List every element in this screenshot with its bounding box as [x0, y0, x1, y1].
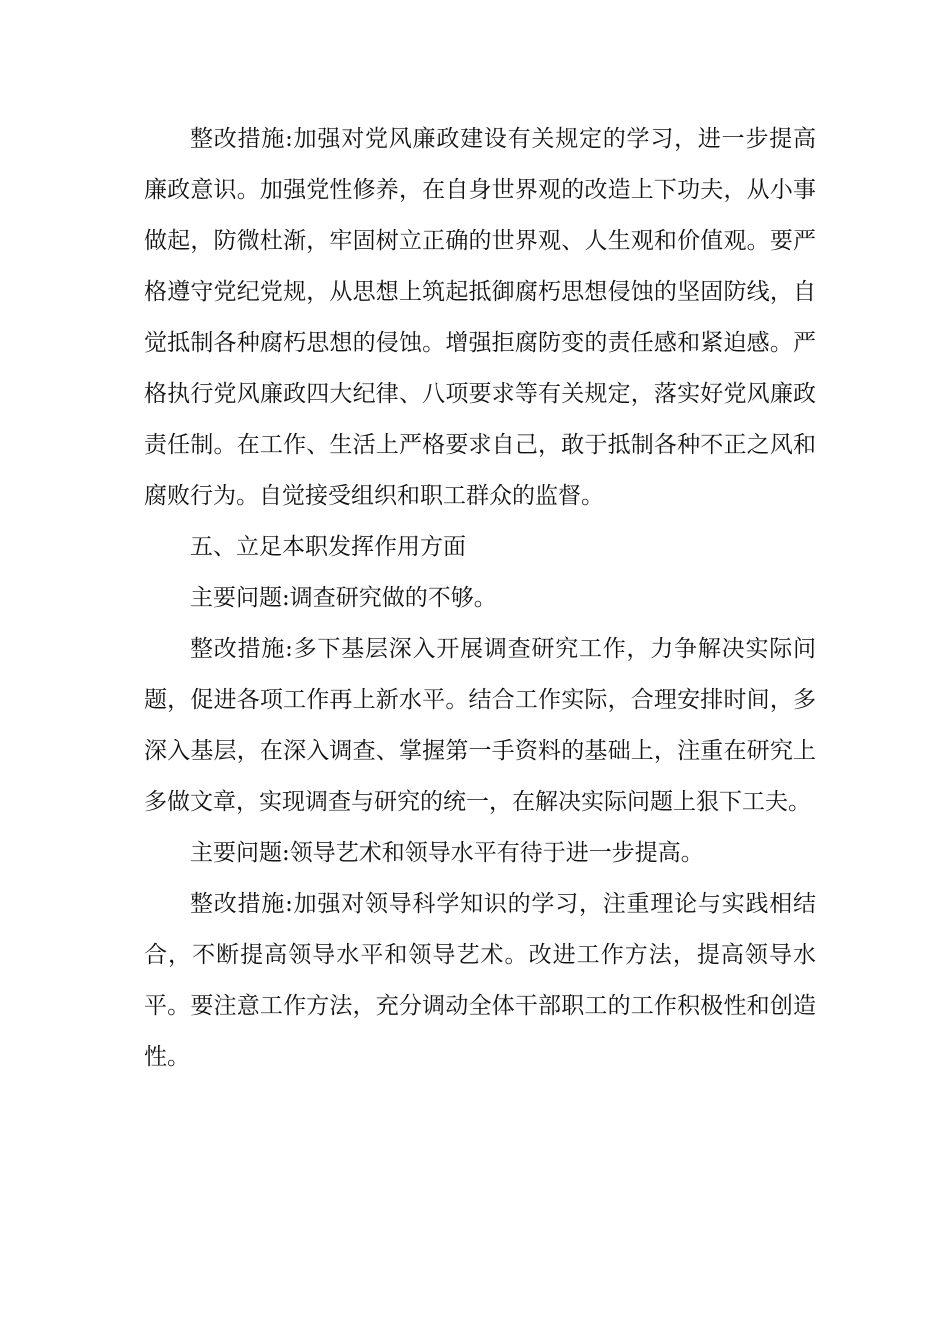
paragraph-rectification-measures-integrity: 整改措施:加强对党风廉政建设有关规定的学习，进一步提高廉政意识。加强党性修养，在自身世界观的改造上下功夫，从小事做起，防微杜渐，牢固树立正确的世界观、人生观和价值观。要严格遵守党纪党规，从思想上筑起抵御腐朽思想侵蚀的坚固防线，自觉抵制各种腐朽思想的侵蚀。增强拒腐防变的责任感和紧迫感。严格执行党风廉政四大纪律、八项要求等有关规定，落实好党风廉政责任制。在工作、生活上严格要求自己，敢于抵制各种不正之风和腐败行为。自觉接受组织和职工群众的监督。 [144, 126, 816, 509]
paragraph-rectification-measures-research: 整改措施:多下基层深入开展调查研究工作，力争解决实际问题，促进各项工作再上新水平。结合工作实际，合理安排时间，多深入基层，在深入调查、掌握第一手资料的基础上，注重在研究上多做文章，实现调查与研究的统一，在解决实际问题上狠下工夫。 [144, 636, 816, 815]
document-body [144, 114, 816, 1083]
paragraph-rectification-measures-leadership: 整改措施:加强对领导科学知识的学习，注重理论与实践相结合，不断提高领导水平和领导艺术。改进工作方法，提高领导水平。要注意工作方法，充分调动全体干部职工的工作积极性和创造性。 [144, 891, 816, 1070]
paragraph-main-problem-research: 主要问题:调查研究做的不够。 [190, 585, 497, 611]
paragraph-main-problem-leadership: 主要问题:领导艺术和领导水平有待于进一步提高。 [190, 840, 704, 866]
section-heading-five: 五、立足本职发挥作用方面 [190, 534, 466, 560]
